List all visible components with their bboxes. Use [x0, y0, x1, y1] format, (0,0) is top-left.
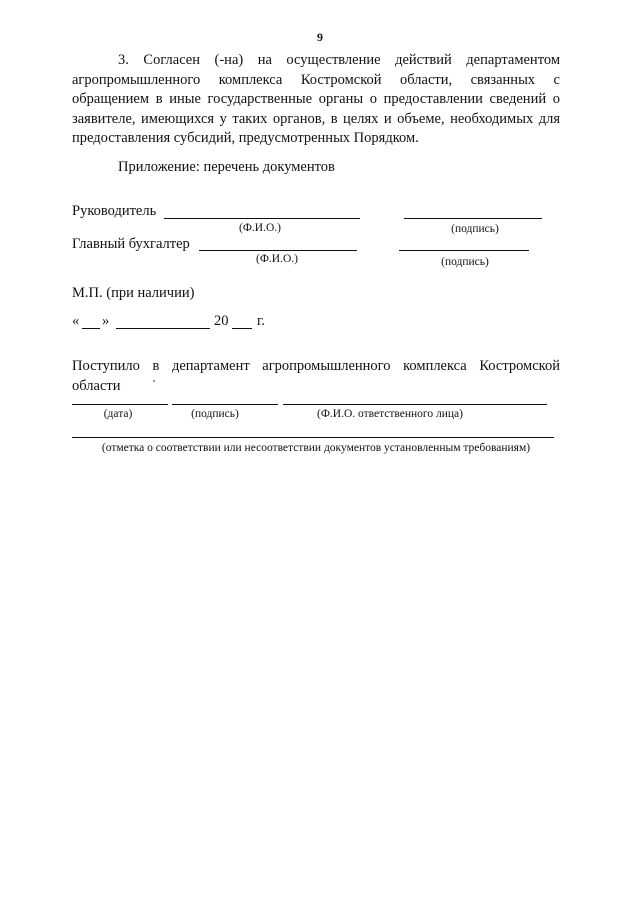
date-open-quote: « — [72, 313, 80, 329]
received-text: Поступило в департамент агропромышленного комплекса Костромской области — [72, 358, 560, 394]
received-fio-line — [283, 404, 547, 405]
head-signature-caption: (подпись) — [451, 223, 499, 235]
year-suffix: г. — [257, 313, 265, 329]
head-fio-caption: (Ф.И.О.) — [239, 222, 281, 234]
received-date-line — [72, 404, 168, 405]
received-signature-caption: (подпись) — [191, 408, 239, 420]
attachment-label: Приложение: перечень документов — [118, 159, 335, 175]
scan-speck — [153, 380, 155, 382]
head-label: Руководитель — [72, 203, 157, 219]
accountant-fio-line — [199, 250, 357, 251]
accountant-fio-caption: (Ф.И.О.) — [256, 253, 298, 265]
accountant-signature-line — [399, 250, 529, 251]
received-signature-line — [172, 404, 278, 405]
accountant-label: Главный бухгалтер — [72, 236, 190, 252]
date-day-line — [82, 328, 100, 329]
seal-label: М.П. (при наличии) — [72, 285, 195, 301]
compliance-caption: (отметка о соответствии или несоответствии документов установленным требованиям) — [101, 442, 531, 454]
date-year-line — [232, 328, 252, 329]
year-prefix: 20 — [214, 313, 229, 329]
consent-paragraph: 3. Согласен (-на) на осуществление действий департаментом агропромышленного комплекса Костромской области, связанных с обращением в иные государственные органы о предоставлении сведений о заявителе, имеющихся у таких органов, в целях и объеме, необходимых для предоставления субсидий, предусмотренных Порядком. — [72, 52, 560, 147]
received-date-caption: (дата) — [103, 408, 133, 420]
accountant-signature-caption: (подпись) — [441, 256, 489, 268]
head-fio-line — [164, 218, 360, 219]
date-month-line — [116, 328, 210, 329]
head-signature-line — [404, 218, 542, 219]
compliance-line — [72, 437, 554, 438]
responsible-caption: (Ф.И.О. ответственного лица) — [317, 408, 463, 420]
page-number: 9 — [317, 30, 323, 44]
date-close-quote: » — [102, 313, 110, 329]
